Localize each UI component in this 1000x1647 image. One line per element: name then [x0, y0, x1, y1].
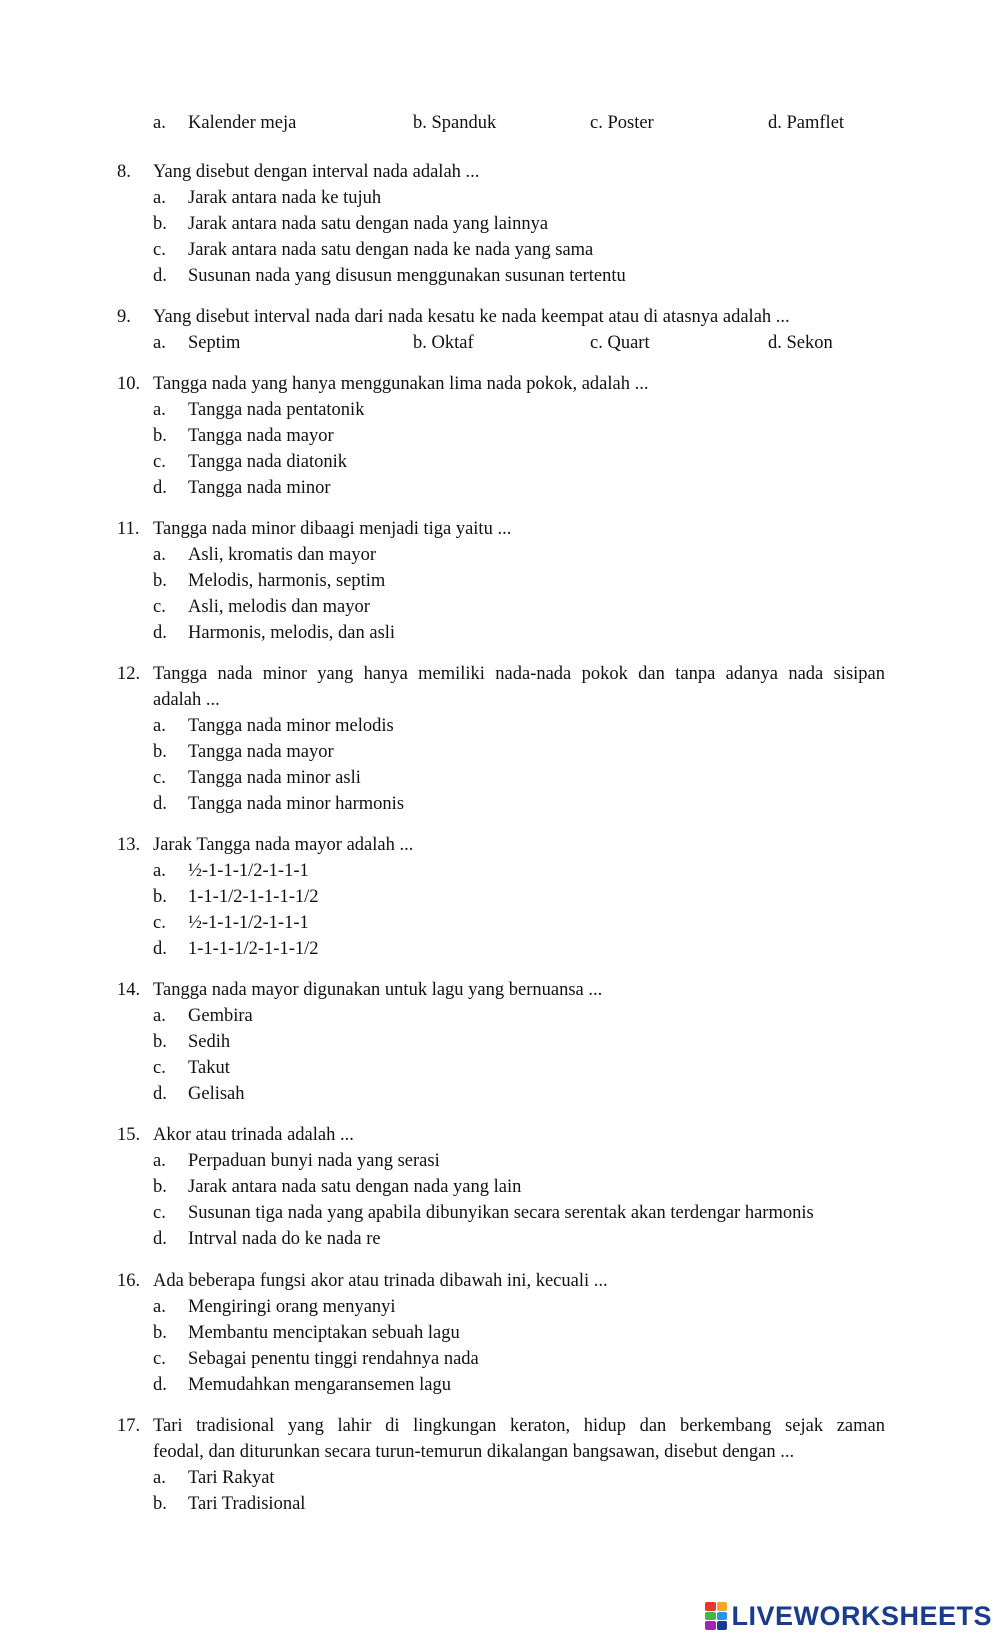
question-number: 12.	[117, 664, 141, 684]
option-letter: d.	[153, 1229, 167, 1249]
option-letter: c.	[153, 240, 166, 260]
option-letter: d.	[153, 1375, 167, 1395]
option-text: 1-1-1-1/2-1-1-1/2	[188, 939, 319, 959]
option-text: Membantu menciptakan sebuah lagu	[188, 1323, 460, 1343]
option-text: Memudahkan mengaransemen lagu	[188, 1375, 452, 1395]
option-text: Tangga nada mayor	[188, 426, 334, 446]
question-text: Akor atau trinada adalah ...	[153, 1125, 354, 1145]
question-text: Tangga nada minor dibaagi menjadi tiga yaitu ...	[153, 519, 512, 539]
option-letter: b.	[153, 1494, 167, 1514]
option-text: Tari Rakyat	[188, 1468, 275, 1488]
option-text: Asli, melodis dan mayor	[188, 597, 370, 617]
option-letter: a.	[153, 333, 166, 353]
option-letter: a.	[153, 188, 166, 208]
option-d: d. Sekon	[768, 333, 833, 353]
option-text: Takut	[188, 1058, 230, 1078]
option-text: ½-1-1-1/2-1-1-1	[188, 861, 309, 881]
option-b: b. Spanduk	[413, 113, 497, 133]
option-text: Jarak antara nada satu dengan nada yang lainnya	[188, 214, 549, 234]
option-letter: d.	[153, 623, 167, 643]
question-number: 16.	[117, 1271, 141, 1291]
option-letter: a.	[153, 861, 166, 881]
option-text: Tari Tradisional	[188, 1494, 306, 1514]
option-text: Harmonis, melodis, dan asli	[188, 623, 396, 643]
option-text: Tangga nada minor asli	[188, 768, 361, 788]
liveworksheets-brand	[705, 1599, 992, 1633]
option-text: Sedih	[188, 1032, 231, 1052]
option-letter: a.	[153, 545, 166, 565]
option-letter: a.	[153, 1151, 166, 1171]
option-letter: c.	[153, 913, 166, 933]
option-letter: a.	[153, 716, 166, 736]
option-letter: c.	[153, 452, 166, 472]
option-text: ½-1-1-1/2-1-1-1	[188, 913, 309, 933]
option-c: c. Poster	[590, 113, 654, 133]
question-number: 15.	[117, 1125, 141, 1145]
option-letter: c.	[153, 768, 166, 788]
question-text: Yang disebut interval nada dari nada kesatu ke nada keempat atau di atasnya adalah ...	[153, 307, 790, 327]
question-text: Tangga nada mayor digunakan untuk lagu yang bernuansa ...	[153, 980, 603, 1000]
option-text: Susunan nada yang disusun menggunakan susunan tertentu	[188, 266, 626, 286]
option-d: d. Pamflet	[768, 113, 845, 133]
option-letter: a.	[153, 1006, 166, 1026]
option-letter: d.	[153, 478, 167, 498]
option-letter: b.	[153, 426, 167, 446]
option-letter: b.	[153, 887, 167, 907]
option-text: Kalender meja	[188, 113, 297, 133]
option-text: Melodis, harmonis, septim	[188, 571, 386, 591]
option-letter: b.	[153, 571, 167, 591]
question-number: 9.	[117, 307, 131, 327]
question-number: 17.	[117, 1416, 141, 1436]
question-text: Jarak Tangga nada mayor adalah ...	[153, 835, 414, 855]
option-text: Jarak antara nada satu dengan nada ke nada yang sama	[188, 240, 594, 260]
option-letter: c.	[153, 1203, 166, 1223]
option-text: 1-1-1/2-1-1-1-1/2	[188, 887, 319, 907]
option-text: Perpaduan bunyi nada yang serasi	[188, 1151, 440, 1171]
option-text: Tangga nada minor melodis	[188, 716, 394, 736]
option-letter: d.	[153, 794, 167, 814]
option-letter: b.	[153, 1323, 167, 1343]
question-text: Tangga nada yang hanya menggunakan lima nada pokok, adalah ...	[153, 374, 649, 394]
option-text: Jarak antara nada ke tujuh	[188, 188, 382, 208]
option-text: Septim	[188, 333, 241, 353]
question-text-line-2: feodal, dan diturunkan secara turun-temurun dikalangan bangsawan, disebut dengan ...	[153, 1442, 795, 1462]
option-text: Asli, kromatis dan mayor	[188, 545, 377, 565]
option-text: Tangga nada pentatonik	[188, 400, 365, 420]
option-letter: d.	[153, 266, 167, 286]
question-number: 8.	[117, 162, 131, 182]
option-text: Gembira	[188, 1006, 253, 1026]
option-letter: a.	[153, 400, 166, 420]
option-text: Susunan tiga nada yang apabila dibunyikan secara serentak akan terdengar harmonis	[188, 1203, 814, 1223]
option-b: b. Oktaf	[413, 333, 474, 353]
option-letter: a.	[153, 1297, 166, 1317]
option-letter: b.	[153, 742, 167, 762]
option-text: Jarak antara nada satu dengan nada yang lain	[188, 1177, 522, 1197]
option-letter: c.	[153, 1349, 166, 1369]
option-text: Gelisah	[188, 1084, 245, 1104]
option-text: Tangga nada minor harmonis	[188, 794, 405, 814]
option-letter: a.	[153, 113, 166, 133]
brand-name: LIVEWORKSHEETS	[731, 1600, 992, 1631]
option-letter: d.	[153, 939, 167, 959]
question-text-line-1: Tari tradisional yang lahir di lingkungan keraton, hidup dan berkembang sejak zaman	[153, 1416, 885, 1436]
liveworksheets-logo-icon	[705, 1602, 727, 1630]
question-text: Ada beberapa fungsi akor atau trinada dibawah ini, kecuali ...	[153, 1271, 608, 1291]
option-c: c. Quart	[590, 333, 650, 353]
option-letter: b.	[153, 214, 167, 234]
option-text: Intrval nada do ke nada re	[188, 1229, 381, 1249]
option-letter: c.	[153, 1058, 166, 1078]
option-text: Tangga nada minor	[188, 478, 331, 498]
option-letter: b.	[153, 1032, 167, 1052]
option-text: Sebagai penentu tinggi rendahnya nada	[188, 1349, 479, 1369]
option-letter: a.	[153, 1468, 166, 1488]
option-text: Tangga nada mayor	[188, 742, 334, 762]
option-text: Mengiringi orang menyanyi	[188, 1297, 396, 1317]
option-letter: c.	[153, 597, 166, 617]
question-number: 10.	[117, 374, 141, 394]
question-number: 11.	[117, 519, 140, 539]
question-text: Yang disebut dengan interval nada adalah ...	[153, 162, 480, 182]
option-letter: b.	[153, 1177, 167, 1197]
option-letter: d.	[153, 1084, 167, 1104]
option-text: Tangga nada diatonik	[188, 452, 347, 472]
question-text-line-2: adalah ...	[153, 690, 220, 710]
question-number: 14.	[117, 980, 141, 1000]
question-number: 13.	[117, 835, 141, 855]
question-text-line-1: Tangga nada minor yang hanya memiliki nada-nada pokok dan tanpa adanya nada sisipan	[153, 664, 885, 684]
